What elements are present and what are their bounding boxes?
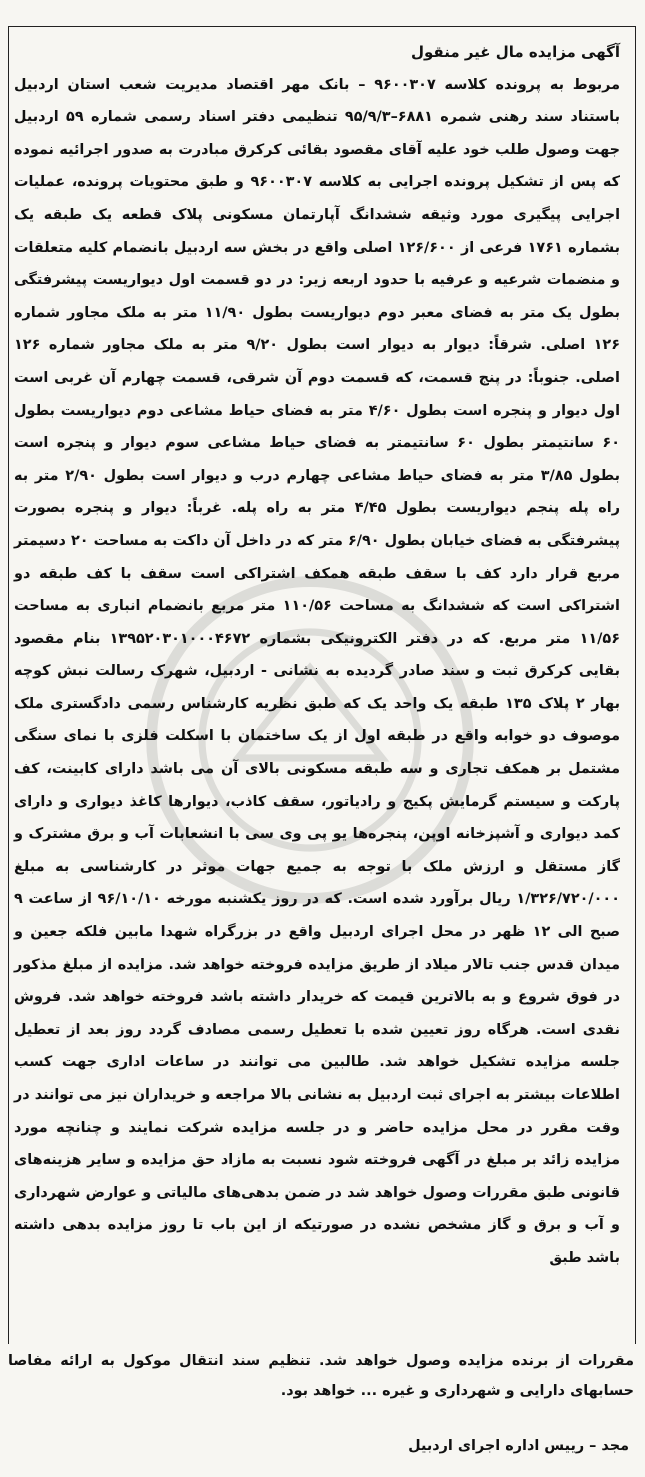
notice-body: مربوط به پرونده کلاسه ۹۶۰۰۳۰۷ – بانک مهر اقتصاد مدیریت شعب استان اردبیل باستناد سند رهنی شمره ۶۸۸۱–۹۵/۹/۳ تنظیمی دفتر اسناد رسمی شماره ۵۹ اردبیل جهت وصول طلب خود علیه آقای مقصود بقائی کرکرق مبادرت به صدور اجرائیه نموده که پس از تشکیل پرونده اجرایی به کلاسه ۹۶۰۰۳۰۷ و طبق محتویات پرونده، عملیات اجرایی پیگیری مورد وثیقه ششدانگ آپارتمان مسکونی پلاک قطعه یک طبقه یک بشماره ۱۷۶۱ فرعی از ۱۲۶/۶۰۰ اصلی واقع در بخش سه اردبیل بانضمام کلیه متعلقات و منضمات شرعیه و عرفیه با حدود اربعه زیر: در دو قسمت اول دیواریست پیشرفتگی بطول یک متر به فضای معبر دوم دیواریست بطول ۱۱/۹۰ متر به ملک مجاور شماره ۱۲۶ اصلی. شرقاً: دیوار به دیوار است بطول ۹/۲۰ متر به ملک مجاور شماره ۱۲۶ اصلی. جنوباً: در پنج قسمت، که قسمت دوم آن شرقی، قسمت چهارم آن غربی است اول دیوار و پنجره است بطول ۴/۶۰ متر به فضای حیاط مشاعی دوم دیواریست بطول ۶۰ سانتیمتر بطول ۶۰ سانتیمتر به فضای حیاط مشاعی سوم دیوار و پنجره است بطول ۳/۸۵ متر به فضای حیاط مشاعی چهارم درب و دیوار است بطول ۲/۹۰ متر به راه پله پنجم دیواریست بطول ۴/۴۵ متر به راه پله. غرباً: دیوار و پنجره بصورت پیشرفتگی به فضای خیابان بطول ۶/۹۰ متر که در داخل آن داکت به مساحت ۲۰ دسیمتر مربع قرار دارد کف با سقف طبقه همکف اشتراکی است سقف با کف طبقه دو اشتراکی است که ششدانگ به مساحت ۱۱۰/۵۶ متر مربع بانضمام انباری به مساحت ۱۱/۵۶ متر مربع. که در دفتر الکترونیکی بشماره ۱۳۹۵۲۰۳۰۱۰۰۰۴۶۷۲ بنام مقصود بقایی کرکرق ثبت و سند صادر گردیده به نشانی - اردبیل، شهرک رسالت نبش کوچه بهار ۲ پلاک ۱۳۵ طبقه یک واحد یک که طبق نظریه کارشناس رسمی دادگستری ملک موصوف دو خوابه واقع در طبقه اول از یک ساختمان با اسکلت فلزی با نمای سنگی مشتمل بر همکف تجاری و سه طبقه مسکونی بالای آن می باشد دارای کابینت، کف پارکت و سیستم گرمایش پکیج و رادیاتور، سقف کاذب، دیوارها کاغذ دیواری و دارای کمد دیواری و آشپزخانه اوپن، پنجره‌ها یو پی وی سی با انشعابات آب و برق مشترک و گاز مستقل و ارزش ملک با توجه به جمیع جهات موثر در کارشناسی به مبلغ ۱/۳۲۶/۷۲۰/۰۰۰ ریال برآورد شده است. که در روز یکشنبه مورخه ۹۶/۱۰/۱۰ از ساعت ۹ صبح الی ۱۲ ظهر در محل اجرای اردبیل واقع در بزرگراه شهدا مابین فلکه جعین و میدان قدس جنب تالار میلاد از طریق مزایده فروخته خواهد شد. مزایده از مبلغ مذکور در فوق شروع و به بالاترین قیمت که خریدار داشته باشد فروخته خواهد شد. فروش نقدی است. هرگاه روز تعیین شده با تعطیل رسمی مصادف گردد روز بعد از تعطیل جلسه مزایده تشکیل خواهد شد. طالبین می توانند در ساعات اداری جهت کسب اطلاعات بیشتر به اجرای ثبت اردبیل به نشانی بالا مراجعه و خریداران نیز می توانند در وقت مقرر در محل مزایده حاضر و در جلسه مزایده شرکت نمایند و چنانچه مورد مزایده زائد بر مبلغ در آگهی فروخته شود نسبت به مازاد حق مزایده و سایر هزینه‌های قانونی طبق مقررات وصول خواهد شد در ضمن بدهی‌های مالیاتی و عوارض شهرداری و آب و برق و گاز مشخص نشده در صورتیکه از این باب تا روز مزایده بدهی داشته باشد طبق xyxy=(14,76,621,1266)
notice-title: آگهی مزایده مال غیر منقول xyxy=(410,43,620,61)
notice-signature: مجد – رییس اداره اجرای اردبیل xyxy=(408,1438,629,1454)
notice-continuation: مقررات از برنده مزایده وصول خواهد شد. تنظیم سند انتقال موکول به ارائه مفاصا حسابهای دارایی و شهرداری و غیره ... خواهد بود. xyxy=(8,1353,634,1399)
notice-paragraph xyxy=(14,36,620,1275)
